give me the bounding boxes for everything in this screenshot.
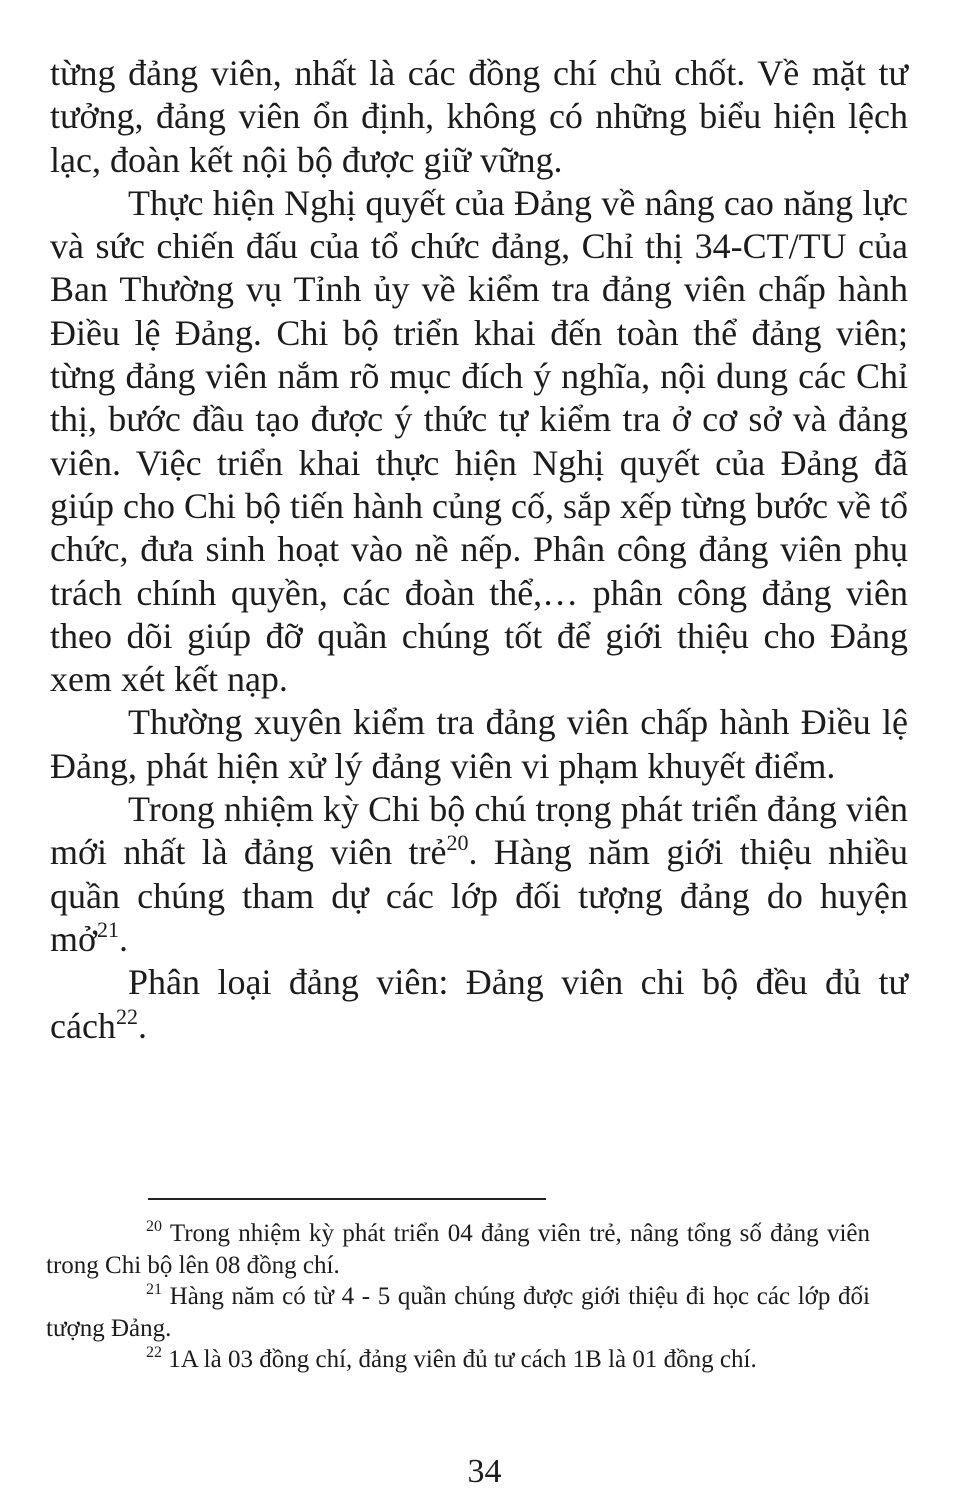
paragraph-2: Thực hiện Nghị quyết của Đảng về nâng cao năng lực và sức chiến đấu của tổ chức đảng, Chỉ thị 34-CT/TU của Ban Thường vụ Tỉnh ủy về kiểm tra đảng viên chấp hành Điều lệ Đảng. Chi bộ triển khai đến toàn thể đảng viên; từng đảng viên nắm rõ mục đích ý nghĩa, nội dung các Chỉ thị, bước đầu tạo được ý thức tự kiểm tra ở cơ sở và đảng viên. Việc triển khai thực hiện Nghị quyết của Đảng đã giúp cho Chi bộ tiến hành củng cố, sắp xếp từng bước về tổ chức, đưa sinh hoạt vào nề nếp. Phân công đảng viên phụ trách chính quyền, các đoàn thể,… phân công đảng viên theo dõi giúp đỡ quần chúng tốt để giới thiệu cho Đảng xem xét kết nạp.	[50, 182, 908, 700]
footnote-number: 20	[146, 1218, 162, 1235]
footnote-text: Trong nhiệm kỳ phát triển 04 đảng viên trẻ, nâng tổng số đảng viên trong Chi bộ lên 08 đồng chí.	[46, 1220, 870, 1279]
page-number: 34	[467, 1453, 502, 1490]
paragraph-5-text-a: Phân loại đảng viên: Đảng viên chi bộ đều đủ tư cách	[50, 962, 908, 1046]
main-text	[50, 52, 908, 1048]
footnote-ref-21[interactable]: 21	[97, 916, 120, 942]
footnote-number: 21	[146, 1281, 162, 1298]
footnote-separator	[148, 1198, 546, 1200]
footnote-text: Hàng năm có từ 4 - 5 quần chúng được giới thiệu đi học các lớp đối tượng Đảng.	[46, 1283, 870, 1342]
paragraph-1: từng đảng viên, nhất là các đồng chí chủ chốt. Về mặt tư tưởng, đảng viên ổn định, không có những biểu hiện lệch lạc, đoàn kết nội bộ được giữ vững.	[50, 53, 908, 180]
paragraph-4	[50, 788, 908, 961]
paragraph-4-text-b: . Hàng năm giới thiệu nhiều quần chúng tham dự các lớp đối tượng đảng do huyện mở	[50, 832, 908, 959]
footnote-21	[46, 1281, 870, 1344]
footnote-text: 1A là 03 đồng chí, đảng viên đủ tư cách 1B là 01 đồng chí.	[162, 1346, 757, 1373]
paragraph-5-text-b: .	[137, 1005, 147, 1046]
paragraph-5	[50, 961, 908, 1048]
footnote-ref-22[interactable]: 22	[115, 1003, 138, 1029]
paragraph-4-text-a: Trong nhiệm kỳ Chi bộ chú trọng phát triển đảng viên mới nhất là đảng viên trẻ	[50, 789, 908, 873]
paragraph-3: Thường xuyên kiểm tra đảng viên chấp hành Điều lệ Đảng, phát hiện xử lý đảng viên vi phạm khuyết điểm.	[50, 702, 908, 786]
footnotes	[46, 1218, 870, 1376]
footnote-number: 22	[146, 1344, 162, 1361]
footnote-22	[46, 1344, 870, 1376]
footnote-ref-20[interactable]: 20	[446, 830, 469, 856]
paragraph-4-text-c: .	[119, 918, 129, 959]
footnote-20	[46, 1218, 870, 1281]
